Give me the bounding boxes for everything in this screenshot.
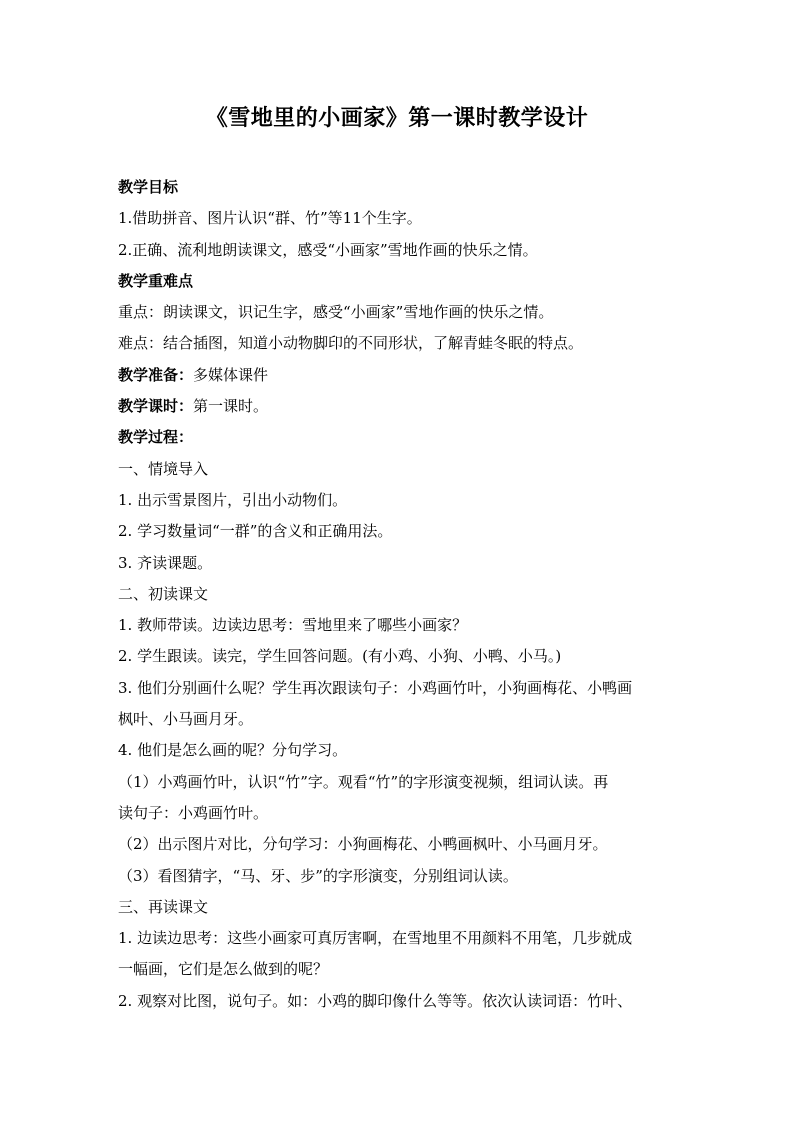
paragraph-line: 一、情境导入 bbox=[118, 459, 209, 478]
paragraph-line: 重点：朗读课文，识记生字，感受“小画家”雪地作画的快乐之情。 bbox=[118, 303, 554, 322]
paragraph-line: （2）出示图片对比，分句学习：小狗画梅花、小鸭画枫叶、小马画月牙。 bbox=[118, 835, 608, 854]
paragraph-line: 一幅画，它们是怎么做到的呢？ bbox=[118, 960, 329, 979]
paragraph-line: （3）看图猜字，“马、牙、步”的字形演变，分别组词认读。 bbox=[118, 866, 518, 885]
paragraph-line: 2. 学生跟读。读完，学生回答问题。(有小鸡、小狗、小鸭、小马。) bbox=[118, 647, 562, 666]
paragraph-line: 2. 观察对比图，说句子。如：小鸡的脚印像什么等等。依次认读词语：竹叶、 bbox=[118, 991, 633, 1010]
line-label: 教学准备： bbox=[118, 365, 194, 384]
line-value: 多媒体课件 bbox=[193, 365, 269, 384]
labeled-line bbox=[118, 360, 678, 391]
paragraph-line: 三、再读课文 bbox=[118, 897, 209, 916]
section-heading: 教学目标 bbox=[118, 178, 179, 196]
paragraph-line: 二、初读课文 bbox=[118, 584, 209, 603]
paragraph-line: 1. 出示雪景图片，引出小动物们。 bbox=[118, 490, 348, 509]
paragraph-line: 读句子：小鸡画竹叶。 bbox=[118, 803, 269, 822]
paragraph-line: 3. 齐读课题。 bbox=[118, 553, 213, 572]
paragraph-line: 难点：结合插图，知道小动物脚印的不同形状，了解青蛙冬眠的特点。 bbox=[118, 334, 584, 353]
paragraph-line: 3. 他们分别画什么呢？学生再次跟读句子：小鸡画竹叶，小狗画梅花、小鸭画 bbox=[118, 678, 633, 697]
paragraph-line: 2.正确、流利地朗读课文，感受“小画家”雪地作画的快乐之情。 bbox=[118, 240, 538, 259]
paragraph-line: （1）小鸡画竹叶，认识“竹”字。观看“竹”的字形演变视频，组词认读。再 bbox=[118, 772, 609, 791]
paragraph-line: 4. 他们是怎么画的呢？分句学习。 bbox=[118, 741, 348, 760]
document-body bbox=[118, 172, 678, 1017]
paragraph-line: 1. 边读边思考：这些小画家可真厉害啊，在雪地里不用颜料不用笔，几步就成 bbox=[118, 929, 633, 948]
section-heading: 教学过程： bbox=[118, 428, 194, 447]
labeled-line bbox=[118, 391, 678, 422]
paragraph-line: 1. 教师带读。边读边思考：雪地里来了哪些小画家？ bbox=[118, 616, 468, 635]
line-value: 第一课时。 bbox=[193, 397, 269, 416]
paragraph-line: 2. 学习数量词“一群”的含义和正确用法。 bbox=[118, 522, 393, 541]
document-title: 《雪地里的小画家》第一课时教学设计 bbox=[205, 105, 589, 131]
paragraph-line: 1.借助拼音、图片认识“群、竹”等11个生字。 bbox=[118, 209, 422, 228]
section-heading: 教学重难点 bbox=[118, 271, 194, 290]
line-label: 教学课时： bbox=[118, 397, 194, 416]
paragraph-line: 枫叶、小马画月牙。 bbox=[118, 710, 254, 729]
